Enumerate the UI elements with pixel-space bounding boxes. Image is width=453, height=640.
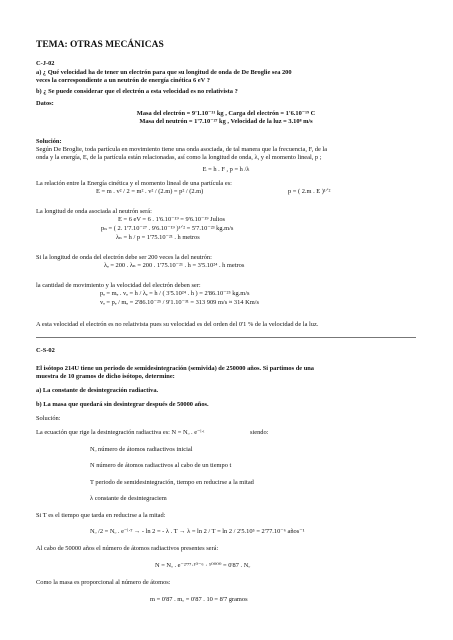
formula: m = 0'87 . mₒ = 0'87 . 10 = 8'7 gramos xyxy=(150,596,248,603)
question-b: b) ¿ Se puede considerar que el electrón a esta velocidad es no relativista ? xyxy=(36,88,238,95)
definition-item: λ constante de desintegraciem xyxy=(90,495,167,502)
definition-item: N número de átomos radiactivos al cabo de un tiempo t xyxy=(90,462,232,469)
solution-text: La ecuación que rige la desintegración radiactiva es: N = Nₒ . e⁻ˡᐧᵗ xyxy=(36,429,205,436)
page-title: TEMA: OTRAS MECÁNICAS xyxy=(36,40,164,50)
solution-text: La longitud de onda asociada al neutrón será: xyxy=(36,208,152,215)
formula: p = ( 2.m . E )¹ᐟ² xyxy=(288,188,331,195)
formula: vₑ = pₑ / mₑ = 2'86.10⁻²⁵ / 9'1.10⁻³¹ = 313 909 m/s ≈ 314 Km/s xyxy=(100,299,259,306)
solution-text: onda y la energía, E, de la partícula están relacionadas, así como la longitud de onda, λ, y el momento lineal, p ; xyxy=(36,154,322,161)
formula: N = Nₒ . e⁻²'⁷⁷·¹⁰⁻⁶ · ⁵⁰⁰⁰⁰ = 0'87 . Nₒ xyxy=(155,562,251,569)
formula: λₙ = h / p = 1'75.10⁻²¹ . h metros xyxy=(116,234,200,241)
formula: E = h . F , p = h /λ xyxy=(202,166,250,173)
question-a-line1: a) ¿ Qué velocidad ha de tener un electrón para que su longitud de onda de De Broglie sea 200 xyxy=(36,69,292,76)
solution-text: siendo: xyxy=(250,429,269,436)
question-line1: El isótopo 214U tiene un periodo de semidesintegración (semivida) de 250000 años. Si partimos de una xyxy=(36,365,315,372)
problem-code: C-S-02 xyxy=(36,347,55,354)
question-b: b) La masa que quedará sin desintegrar después de 50000 años. xyxy=(36,401,209,408)
formula: E = m . v² / 2 = m² . v² / (2.m) = p² / (2.m) xyxy=(96,188,204,195)
question-a-line2: veces la correspondiente a un neutrón de energía cinética 6 eV ? xyxy=(36,77,210,84)
problem-code: C-J-02 xyxy=(36,60,55,67)
formula: λₑ = 200 . λₙ = 200 . 1'75.10⁻²¹ . h = 3'5.10²⁴ . h metros xyxy=(104,262,245,269)
solution-text: Como la masa es proporcional al número de átomos: xyxy=(36,579,171,586)
solution-text: Según De Broglie, toda partícula en movimiento tiene una onda asociada, de tal manera que la frecuencia, F, de la xyxy=(36,146,328,153)
formula: pₑ = mₑ . vₑ = h / λₑ = h / ( 3'5.10²⁴ . h ) = 2'86.10⁻²⁵ kg.m/s xyxy=(100,290,250,297)
solution-text: Si la longitud de onda del electrón debe ser 200 veces la del neutrón: xyxy=(36,254,212,261)
solution-text: A esta velocidad el electrón es no relativista pues su velocidad es del orden del 0'1 % de la velocidad de la luz. xyxy=(36,321,319,328)
solution-text: La relación entre la Energía cinética y el momento lineal de una partícula es: xyxy=(36,180,232,187)
solution-text: la cantidad de movimiento y la velocidad del electrón deben ser: xyxy=(36,282,201,289)
definition-item: Nₒ número de átomos radiactivos inicial xyxy=(90,446,193,453)
data-heading: Datos: xyxy=(36,100,54,107)
data-line2: Masa del neutrón = 1'7.10⁻²⁷ kg , Velocidad de la luz = 3.10⁸ m/s xyxy=(139,118,313,125)
data-line1: Masa del electrón = 9'1.10⁻³¹ kg , Carga del electrón = 1'6.10⁻¹⁹ C xyxy=(136,110,316,117)
divider xyxy=(36,337,416,338)
formula: Nₒ /2 = Nₒ . e⁻ˡᐧᵀ → - ln 2 = - λ . T → λ = ln 2 / T = ln 2 / 2'5.10⁵ = 2'77.10⁻⁶ años⁻¹ xyxy=(90,528,305,535)
solution-heading: Solución: xyxy=(36,138,62,145)
formula: pₙ = ( 2. 1'7.10⁻²⁷ . 9'6.10⁻¹⁹ )¹ᐟ² = 5'7.10⁻²³ kg.m/s xyxy=(101,225,234,232)
question-a: a) La constante de desintegración radiactiva. xyxy=(36,387,159,394)
definition-item: T periodo de semidesintegración, tiempo en reducirse a la mitad xyxy=(90,479,254,486)
solution-text: Si T es el tiempo que tarda en reducirse a la mitad: xyxy=(36,512,166,519)
solution-heading: Solución: xyxy=(36,415,61,422)
formula: E = 6 eV = 6 . 1'6.10⁻¹⁹ = 9'6.10⁻¹⁹ Julios xyxy=(118,216,226,223)
solution-text: Al cabo de 50000 años el número de átomos radiactivos presentes será: xyxy=(36,545,219,552)
question-line2: muestra de 10 gramos de dicho isótopo, determine: xyxy=(36,373,175,380)
